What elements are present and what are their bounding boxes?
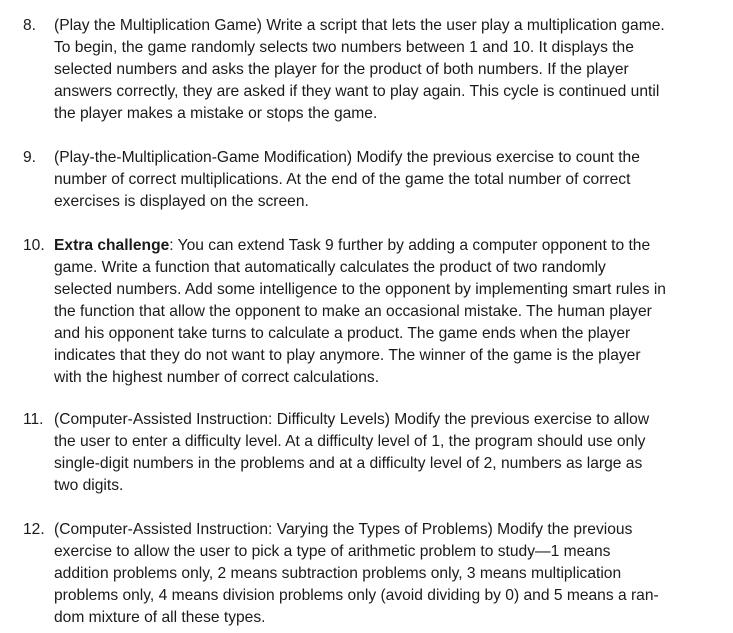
exercise-number: 10. [23, 237, 45, 254]
exercise-body-text: : You can extend Task 9 further by adding a computer opponent to the game. Write a function that automatically calculates the product of two randomly selected numbers. Add some intelligence to the opponent by implementing smart rules in the function that allow the opponent to make an occasional mistake. The human player and his opponent take turns to calculate a product. The game ends when the player indicates that they do not want to play anymore. The winner of the game is the player with the highest number of correct calculations. [54, 237, 666, 386]
exercise-body-text: (Computer-Assisted Instruction: Difficulty Levels) Modify the previous exercise to allow the user to enter a difficulty level. At a difficulty level of 1, the program should use only single-digit numbers in the problems and at a difficulty level of 2, numbers as large as two digits. [54, 411, 650, 494]
exercise-body-text: (Computer-Assisted Instruction: Varying the Types of Problems) Modify the previous exercise to allow the user to pick a type of arithmetic problem to study—1 means addition problems only, 2 means subtraction problems only, 3 means multiplication problems only, 4 means division problems only (avoid dividing by 0) and 5 means a ran- dom mixture of all these types. [54, 521, 659, 626]
extra-challenge-label: Extra challenge [54, 237, 170, 254]
exercise-text [54, 147, 713, 213]
exercise-item [23, 147, 713, 213]
exercise-text [54, 409, 713, 497]
exercise-item [23, 519, 713, 629]
exercise-number: 9. [23, 149, 37, 166]
exercise-item [23, 235, 713, 389]
exercise-number: 11. [23, 411, 44, 428]
exercise-text [54, 519, 713, 629]
exercise-body-text: (Play the Multiplication Game) Write a script that lets the user play a multiplication game. To begin, the game randomly selects two numbers between 1 and 10. It displays the selected numbers and asks the player for the product of both numbers. If the player answers correctly, they are asked if they want to play again. This cycle is continued until the player makes a mistake or stops the game. [54, 17, 665, 122]
exercise-text [54, 235, 713, 389]
exercise-item [23, 15, 713, 125]
exercise-number: 12. [23, 521, 45, 538]
exercise-text [54, 15, 713, 125]
exercise-body-text: (Play-the-Multiplication-Game Modification) Modify the previous exercise to count the number of correct multiplications. At the end of the game the total number of correct exercises is displayed on the screen. [54, 149, 640, 210]
exercise-item [23, 409, 713, 497]
exercise-number: 8. [23, 17, 37, 34]
